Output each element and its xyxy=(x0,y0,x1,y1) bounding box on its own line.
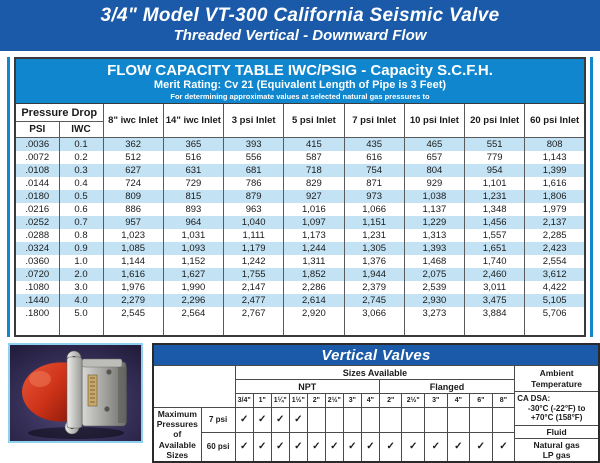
info-column xyxy=(515,366,599,463)
page-header-banner xyxy=(0,0,600,51)
flow-table-row xyxy=(15,151,585,164)
capacity-value: 1,376 xyxy=(344,255,404,268)
corner-cell xyxy=(153,366,235,408)
capacity-value: 1,944 xyxy=(344,268,404,281)
capacity-value: 2,147 xyxy=(224,281,284,294)
size-header: 2½" xyxy=(325,394,343,408)
capacity-value: 657 xyxy=(404,151,464,164)
size-header: 6" xyxy=(470,394,493,408)
capacity-value: 1,143 xyxy=(525,151,585,164)
psi-value: .0180 xyxy=(25,191,50,202)
iwc-value: 0.9 xyxy=(59,242,103,255)
capacity-value: 1,152 xyxy=(163,255,223,268)
capacity-value: 1,151 xyxy=(344,216,404,229)
capacity-value: 2,285 xyxy=(525,229,585,242)
capacity-value: 954 xyxy=(465,164,525,177)
psi-value: .0288 xyxy=(25,230,50,241)
pressure-row-label: 60 psi xyxy=(201,432,235,462)
flow-table-note: For determining approximate values at selected natural gas pressures to xyxy=(170,92,430,101)
capacity-value: 3,475 xyxy=(465,294,525,307)
capacity-value: 871 xyxy=(344,177,404,190)
capacity-value: 1,031 xyxy=(163,229,223,242)
flow-table-row xyxy=(15,294,585,307)
size-header: 4" xyxy=(447,394,470,408)
capacity-value: 587 xyxy=(284,151,344,164)
capacity-value: 1,231 xyxy=(465,190,525,203)
check-icon: ✓ xyxy=(289,432,307,462)
valve-product-photo xyxy=(8,343,143,443)
size-header: 3" xyxy=(425,394,448,408)
capacity-value: 1,651 xyxy=(465,242,525,255)
size-header: 8" xyxy=(492,394,515,408)
capacity-value: 1,393 xyxy=(404,242,464,255)
psi-value: .0072 xyxy=(25,152,50,163)
iwc-column-header: IWC xyxy=(59,122,103,138)
flow-table-row xyxy=(15,281,585,294)
capacity-value: 2,075 xyxy=(404,268,464,281)
empty-cell xyxy=(361,408,379,433)
capacity-value: 1,137 xyxy=(404,203,464,216)
capacity-value: 809 xyxy=(103,190,163,203)
capacity-value: 786 xyxy=(224,177,284,190)
capacity-value: 631 xyxy=(163,164,223,177)
capacity-value: 973 xyxy=(344,190,404,203)
capacity-value: 1,173 xyxy=(284,229,344,242)
iwc-value: 2.0 xyxy=(59,268,103,281)
flow-table-row xyxy=(15,164,585,177)
capacity-value: 516 xyxy=(163,151,223,164)
check-icon: ✓ xyxy=(379,432,402,462)
column-header: 7 psi Inlet xyxy=(344,104,404,138)
capacity-value: 2,279 xyxy=(103,294,163,307)
vertical-valves-table xyxy=(152,343,600,463)
empty-cell xyxy=(325,408,343,433)
psi-value: .0216 xyxy=(25,204,50,215)
empty-cell xyxy=(307,408,325,433)
check-icon: ✓ xyxy=(235,408,253,433)
column-header: 10 psi Inlet xyxy=(404,104,464,138)
size-header: 1¼" xyxy=(271,394,289,408)
flow-table-row xyxy=(15,190,585,203)
capacity-value: 1,627 xyxy=(163,268,223,281)
seismic-valve-image xyxy=(10,345,141,441)
psi-value: .0252 xyxy=(25,217,50,228)
capacity-value: 2,930 xyxy=(404,294,464,307)
capacity-value: 3,612 xyxy=(525,268,585,281)
capacity-value: 2,379 xyxy=(344,281,404,294)
capacity-value: 1,616 xyxy=(103,268,163,281)
check-icon: ✓ xyxy=(271,408,289,433)
capacity-value: 957 xyxy=(103,216,163,229)
capacity-value: 2,920 xyxy=(284,307,344,320)
size-header: 3/4" xyxy=(235,394,253,408)
iwc-value: 4.0 xyxy=(59,294,103,307)
iwc-value: 0.5 xyxy=(59,190,103,203)
capacity-value: 4,422 xyxy=(525,281,585,294)
sizes-available-header: Sizes Available xyxy=(235,366,515,380)
capacity-value: 556 xyxy=(224,151,284,164)
size-header: 2" xyxy=(307,394,325,408)
empty-cell xyxy=(343,408,361,433)
empty-cell xyxy=(492,408,515,433)
pressure-drop-header: Pressure Drop xyxy=(15,104,103,122)
capacity-value: 1,179 xyxy=(224,242,284,255)
capacity-value: 1,093 xyxy=(163,242,223,255)
capacity-value: 681 xyxy=(224,164,284,177)
size-header: 2½" xyxy=(402,394,425,408)
check-icon: ✓ xyxy=(253,408,271,433)
empty-cell xyxy=(425,408,448,433)
capacity-value: 512 xyxy=(103,151,163,164)
capacity-value: 2,545 xyxy=(103,307,163,320)
page-subtitle: Threaded Vertical - Downward Flow xyxy=(173,27,427,44)
capacity-value: 5,105 xyxy=(525,294,585,307)
flow-table-title: FLOW CAPACITY TABLE IWC/PSIG - Capacity S.C.F.H. xyxy=(107,62,493,79)
capacity-value: 2,767 xyxy=(224,307,284,320)
iwc-value: 0.8 xyxy=(59,229,103,242)
check-icon: ✓ xyxy=(289,408,307,433)
psi-value: .1800 xyxy=(25,308,50,319)
capacity-value: 1,468 xyxy=(404,255,464,268)
iwc-value: 3.0 xyxy=(59,281,103,294)
check-icon: ✓ xyxy=(447,432,470,462)
capacity-value: 929 xyxy=(404,177,464,190)
capacity-value: 779 xyxy=(465,151,525,164)
iwc-value: 0.4 xyxy=(59,177,103,190)
empty-row xyxy=(15,320,585,336)
bottom-section xyxy=(8,343,600,463)
capacity-value: 964 xyxy=(163,216,223,229)
capacity-value: 1,976 xyxy=(103,281,163,294)
iwc-value: 5.0 xyxy=(59,307,103,320)
capacity-value: 2,423 xyxy=(525,242,585,255)
flow-table-row xyxy=(15,307,585,320)
flow-capacity-table xyxy=(14,57,586,337)
capacity-value: 718 xyxy=(284,164,344,177)
check-icon: ✓ xyxy=(343,432,361,462)
flanged-group-header: Flanged xyxy=(379,380,514,394)
column-header: 8" iwc Inlet xyxy=(103,104,163,138)
size-header: 1" xyxy=(253,394,271,408)
psi-column-header: PSI xyxy=(15,122,59,138)
flow-table-row xyxy=(15,242,585,255)
psi-value: .1440 xyxy=(25,295,50,306)
flow-table-body xyxy=(15,138,585,321)
capacity-value: 893 xyxy=(163,203,223,216)
capacity-value: 886 xyxy=(103,203,163,216)
fluid-header: Fluid xyxy=(515,426,598,439)
capacity-value: 1,066 xyxy=(344,203,404,216)
empty-cell xyxy=(379,408,402,433)
capacity-value: 1,852 xyxy=(284,268,344,281)
capacity-value: 1,023 xyxy=(103,229,163,242)
column-header: 3 psi Inlet xyxy=(224,104,284,138)
capacity-value: 2,296 xyxy=(163,294,223,307)
capacity-value: 5,706 xyxy=(525,307,585,320)
size-header: 4" xyxy=(361,394,379,408)
capacity-value: 1,038 xyxy=(404,190,464,203)
psi-value: .0324 xyxy=(25,243,50,254)
capacity-value: 1,616 xyxy=(525,177,585,190)
capacity-value: 1,311 xyxy=(284,255,344,268)
check-icon: ✓ xyxy=(307,432,325,462)
capacity-value: 415 xyxy=(284,138,344,152)
flow-table-row xyxy=(15,268,585,281)
capacity-value: 465 xyxy=(404,138,464,152)
capacity-value: 804 xyxy=(404,164,464,177)
psi-value: .0360 xyxy=(25,256,50,267)
capacity-value: 1,144 xyxy=(103,255,163,268)
flow-table-header xyxy=(15,58,585,104)
capacity-value: 2,460 xyxy=(465,268,525,281)
capacity-value: 963 xyxy=(224,203,284,216)
flow-table-row xyxy=(15,177,585,190)
capacity-value: 1,040 xyxy=(224,216,284,229)
iwc-value: 0.6 xyxy=(59,203,103,216)
flow-table-row xyxy=(15,255,585,268)
check-icon: ✓ xyxy=(253,432,271,462)
check-icon: ✓ xyxy=(402,432,425,462)
capacity-value: 1,242 xyxy=(224,255,284,268)
capacity-value: 2,614 xyxy=(284,294,344,307)
capacity-value: 2,539 xyxy=(404,281,464,294)
capacity-value: 724 xyxy=(103,177,163,190)
fluid-value: Natural gas LP gas xyxy=(533,439,580,460)
check-icon: ✓ xyxy=(325,432,343,462)
flow-table-row xyxy=(15,203,585,216)
capacity-value: 1,740 xyxy=(465,255,525,268)
ambient-temperature-header: Ambient Temperature xyxy=(515,366,598,392)
capacity-value: 3,884 xyxy=(465,307,525,320)
capacity-value: 1,111 xyxy=(224,229,284,242)
capacity-value: 3,011 xyxy=(465,281,525,294)
capacity-value: 808 xyxy=(525,138,585,152)
check-icon: ✓ xyxy=(492,432,515,462)
capacity-value: 365 xyxy=(163,138,223,152)
empty-cell xyxy=(470,408,493,433)
capacity-value: 1,755 xyxy=(224,268,284,281)
capacity-value: 879 xyxy=(224,190,284,203)
iwc-value: 0.1 xyxy=(59,138,103,152)
column-header: 14" iwc Inlet xyxy=(163,104,223,138)
psi-value: .0720 xyxy=(25,269,50,280)
pressure-row-label: 7 psi xyxy=(201,408,235,433)
capacity-value: 1,016 xyxy=(284,203,344,216)
size-header: 3" xyxy=(343,394,361,408)
capacity-value: 2,477 xyxy=(224,294,284,307)
capacity-value: 3,066 xyxy=(344,307,404,320)
iwc-value: 0.7 xyxy=(59,216,103,229)
capacity-value: 1,456 xyxy=(465,216,525,229)
capacity-value: 1,806 xyxy=(525,190,585,203)
capacity-value: 1,231 xyxy=(344,229,404,242)
max-pressures-label: Maximum Pressures of Available Sizes xyxy=(153,408,201,463)
column-header: 5 psi Inlet xyxy=(284,104,344,138)
psi-value: .0108 xyxy=(25,165,50,176)
capacity-value: 1,085 xyxy=(103,242,163,255)
flow-table-row xyxy=(15,229,585,242)
column-header: 60 psi Inlet xyxy=(525,104,585,138)
size-header: 2" xyxy=(379,394,402,408)
page-title: 3/4" Model VT-300 California Seismic Valve xyxy=(100,5,500,26)
check-icon: ✓ xyxy=(235,432,253,462)
iwc-value: 1.0 xyxy=(59,255,103,268)
check-icon: ✓ xyxy=(470,432,493,462)
capacity-value: 1,229 xyxy=(404,216,464,229)
capacity-value: 1,305 xyxy=(344,242,404,255)
capacity-value: 1,101 xyxy=(465,177,525,190)
empty-cell xyxy=(447,408,470,433)
column-header: 20 psi Inlet xyxy=(465,104,525,138)
npt-group-header: NPT xyxy=(235,380,379,394)
capacity-value: 729 xyxy=(163,177,223,190)
capacity-value: 1,313 xyxy=(404,229,464,242)
capacity-value: 927 xyxy=(284,190,344,203)
capacity-value: 2,554 xyxy=(525,255,585,268)
iwc-value: 0.2 xyxy=(59,151,103,164)
capacity-value: 754 xyxy=(344,164,404,177)
capacity-value: 2,745 xyxy=(344,294,404,307)
flow-table-container xyxy=(7,57,593,337)
ambient-temperature-value: CA DSA: -30°C (-22°F) to +70°C (158°F) xyxy=(515,392,598,426)
flow-table-subtitle: Merit Rating: Cv 21 (Equivalent Length of Pipe is 3 Feet) xyxy=(153,79,447,91)
capacity-value: 616 xyxy=(344,151,404,164)
capacity-value: 435 xyxy=(344,138,404,152)
iwc-value: 0.3 xyxy=(59,164,103,177)
capacity-value: 627 xyxy=(103,164,163,177)
check-icon: ✓ xyxy=(361,432,379,462)
flow-table-row xyxy=(15,138,585,152)
capacity-value: 362 xyxy=(103,138,163,152)
size-header: 1½" xyxy=(289,394,307,408)
capacity-value: 551 xyxy=(465,138,525,152)
capacity-value: 1,979 xyxy=(525,203,585,216)
capacity-value: 3,273 xyxy=(404,307,464,320)
check-icon: ✓ xyxy=(271,432,289,462)
psi-value: .1080 xyxy=(25,282,50,293)
capacity-value: 2,564 xyxy=(163,307,223,320)
vertical-valves-title: Vertical Valves xyxy=(153,344,599,366)
capacity-value: 829 xyxy=(284,177,344,190)
capacity-value: 2,286 xyxy=(284,281,344,294)
psi-value: .0036 xyxy=(25,139,50,150)
capacity-value: 1,348 xyxy=(465,203,525,216)
capacity-value: 1,399 xyxy=(525,164,585,177)
capacity-value: 815 xyxy=(163,190,223,203)
empty-cell xyxy=(402,408,425,433)
capacity-value: 1,097 xyxy=(284,216,344,229)
flow-table-row xyxy=(15,216,585,229)
psi-value: .0144 xyxy=(25,178,50,189)
capacity-value: 1,244 xyxy=(284,242,344,255)
check-icon: ✓ xyxy=(425,432,448,462)
capacity-value: 1,557 xyxy=(465,229,525,242)
capacity-value: 1,990 xyxy=(163,281,223,294)
capacity-value: 2,137 xyxy=(525,216,585,229)
capacity-value: 393 xyxy=(224,138,284,152)
